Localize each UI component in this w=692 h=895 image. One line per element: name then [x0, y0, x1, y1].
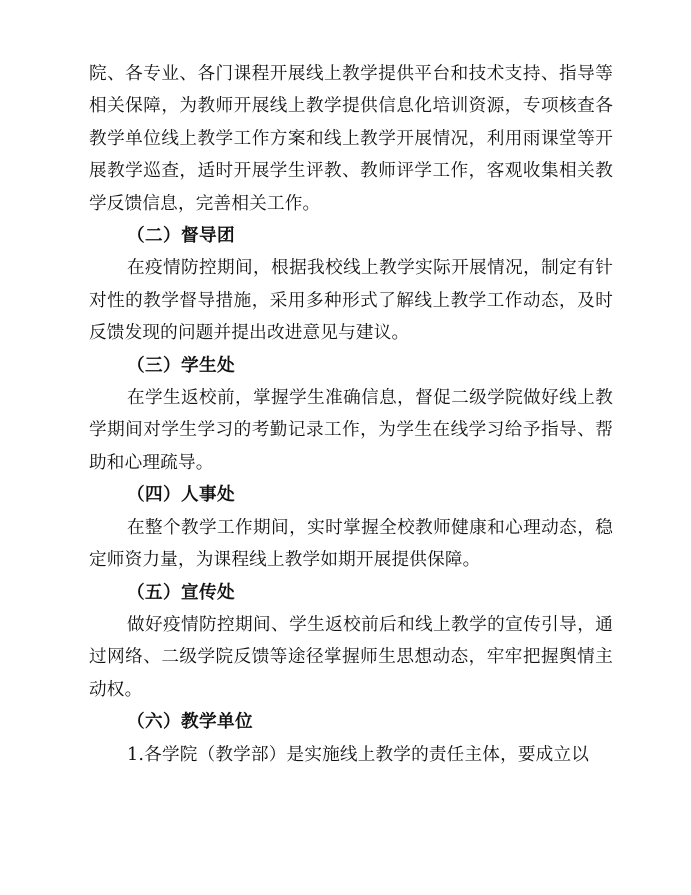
section-heading-teaching-units: （六）教学单位 — [127, 711, 253, 733]
paragraph-intro: 院、各专业、各门课程开展线上教学提供平台和技术支持、指导等相关保障，为教师开展线上教学提供信息化培训资源，专项核查各教学单位线上教学工作方案和线上教学开展情况，利用雨课堂等开展教学巡查，适时开展学生评教、教师评学工作，客观收集相关教学反馈信息，完善相关工作。 — [89, 64, 613, 214]
section-heading-student-affairs: （三）学生处 — [127, 354, 235, 376]
section-heading-supervision-team: （二）督导团 — [127, 225, 235, 247]
section-heading-personnel: （四）人事处 — [127, 484, 235, 506]
paragraph-publicity: 做好疫情防控期间、学生返校前后和线上教学的宣传引导，通过网络、二级学院反馈等途径掌握师生思想动态，牢牢把握舆情主动权。 — [89, 614, 613, 700]
paragraph-supervision-team: 在疫情防控期间，根据我校线上教学实际开展情况，制定有针对性的教学督导措施，采用多种形式了解线上教学工作动态，及时反馈发现的问题并提出改进意见与建议。 — [89, 258, 613, 344]
section-heading-publicity: （五）宣传处 — [127, 581, 235, 603]
paragraph-student-affairs: 在学生返校前，掌握学生准确信息，督促二级学院做好线上教学期间对学生学习的考勤记录工作，为学生在线学习给予指导、帮助和心理疏导。 — [89, 388, 613, 473]
paragraph-teaching-units: 1.各学院（教学部）是实施线上教学的责任主体，要成立以 — [127, 744, 590, 765]
document-body — [89, 58, 613, 771]
paragraph-personnel: 在整个教学工作期间，实时掌握全校教师健康和心理动态，稳定师资力量，为课程线上教学如期开展提供保障。 — [89, 517, 613, 571]
